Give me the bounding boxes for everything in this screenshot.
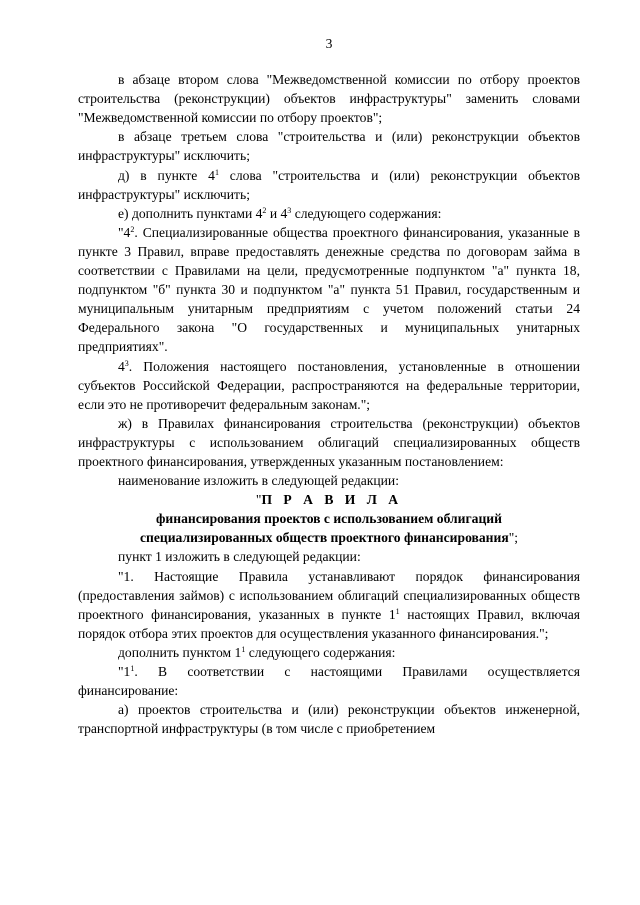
paragraph-punkt-1: пункт 1 изложить в следующей редакции:: [118, 549, 361, 565]
paragraph-1-1: "$1^1$. В соответствии с настоящими Правилами осуществляется финансирование:: [78, 664, 580, 699]
rules-subtitle-line-2: специализированных обществ проектного финансирования";: [139, 530, 519, 546]
rules-subtitle-line-1: финансирования проектов с использованием облигаций: [156, 511, 502, 527]
paragraph-dopolnit: дополнить пунктом $1^1$ следующего содержания:: [118, 644, 396, 660]
paragraph-2: в абзаце третьем слова "строительства и (или) реконструкции объектов инфраструктуры" исключить;: [78, 129, 580, 164]
page-number: 3: [325, 36, 333, 51]
paragraph-1-text: "1. Настоящие Правила устанавливают порядок финансирования (предоставления займов) с использованием облигаций специализированных обществ проектного финансирования, указанных в пункте $1^1$ настоящих Правил, включая порядок отбора этих проектов для осуществления указанного финансирования.";: [78, 568, 580, 641]
paragraph-4: е) дополнить пунктами $4^2$ и $4^3$ следующего содержания:: [118, 205, 442, 221]
paragraph-4-2: "$4^2$. Специализированные общества проектного финансирования, указанные в пункте 3 Правил, вправе предоставлять денежные средства по договорам займа в соответствии с Правилами на цели, предусмотренные подпунктом "а" пункта 18, подпунктом "б" пункта 30 и подпунктом "а" пункта 51 Правил, государственным и муниципальным унитарным предприятиям с учетом положений статьи 24 Федерального закона "О государственных и муниципальных унитарных предприятиях".: [78, 224, 580, 355]
rules-title: "П Р А В И Л А: [255, 492, 403, 508]
paragraph-3: д) в пункте $4^1$ слова "строительства и (или) реконструкции объектов инфраструктуры" исключить;: [78, 167, 580, 202]
paragraph-1: в абзаце втором слова "Межведомственной комиссии по отбору проектов строительства (реконструкции) объектов инфраструктуры" заменить словами "Межведомственной комиссии по отбору проектов";: [78, 72, 580, 126]
paragraph-a: а) проектов строительства и (или) реконструкции объектов инженерной, транспортной инфраструктуры (в том числе с приобретением: [78, 702, 580, 737]
paragraph-zh: ж) в Правилах финансирования строительства (реконструкции) объектов инфраструктуры с использованием облигаций специализированных обществ проектного финансирования, утвержденных указанным постановлением:: [78, 415, 580, 469]
paragraph-4-3: $4^3$. Положения настоящего постановления, установленные в отношении субъектов Российской Федерации, распространяются на федеральные территории, если это не противоречит федеральным законам.";: [78, 358, 580, 412]
paragraph-naimenovanie: наименование изложить в следующей редакции:: [118, 473, 399, 489]
